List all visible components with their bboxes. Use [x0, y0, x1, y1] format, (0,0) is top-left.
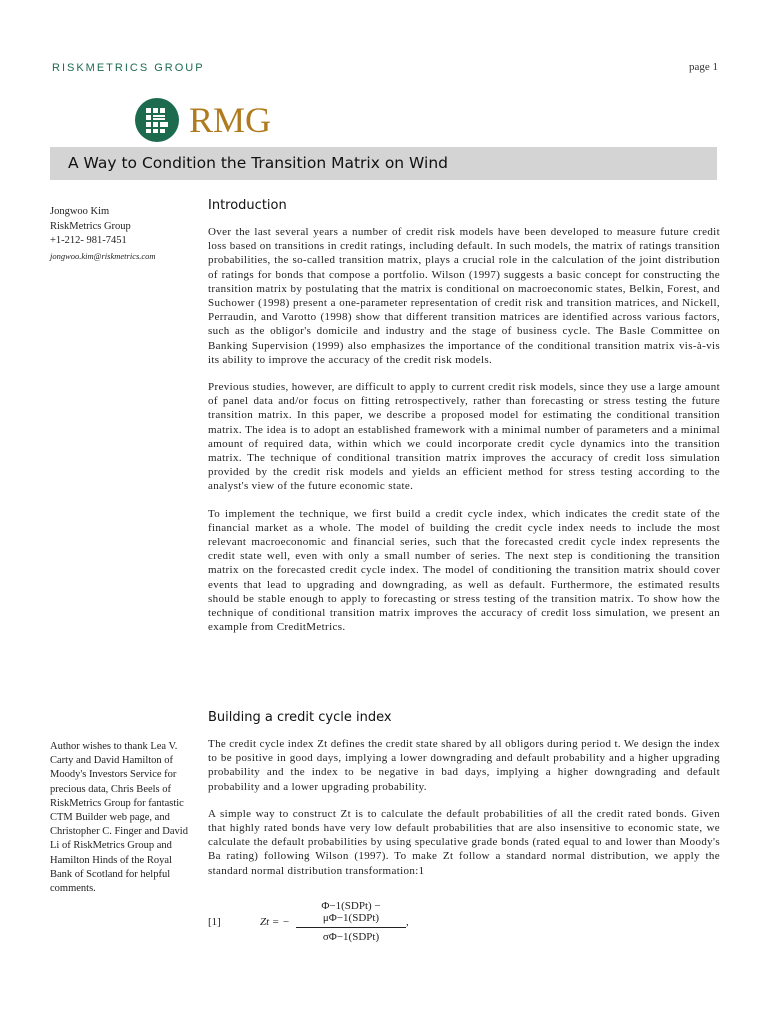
author-org: RiskMetrics Group [50, 220, 131, 232]
title-bar [50, 147, 717, 180]
author-phone: +1-212- 981-7451 [50, 235, 127, 246]
paragraph: A simple way to construct Zt is to calculate the default probabilities of all the credit rated bonds. Given that highly rated bonds have very low default probabilities that are also insensitive to economic state, we calculate the default probabilities by using speculative grade bonds (rated equal to and lower than Moody's Ba rating) following Wilson (1997). To make Zt follow a standard normal distribution, we apply the standard normal distribution transformation:1 [208, 807, 720, 877]
paper-title: A Way to Condition the Transition Matrix on Wind [68, 154, 449, 172]
section-heading: Building a credit cycle index [208, 710, 392, 725]
rmg-logo [135, 98, 271, 142]
author-email[interactable]: jongwoo.kim@riskmetrics.com [50, 250, 156, 261]
section-heading: Introduction [208, 198, 287, 213]
equation-number: [1] [208, 916, 221, 928]
page-number: page 1 [688, 61, 718, 73]
logo-wordmark: RMG [189, 100, 272, 140]
equation-comma: , [406, 916, 409, 928]
acknowledgement: Author wishes to thank Lea V. Carty and David Hamilton of Moody's Investors Service for precious data, Chris Beels of RiskMetrics Group for fantastic CTM Builder web page, and Christopher C. Finger and David Li of RiskMetrics Group and Hamilton Hinds of the Royal Bank of Scotland for helpful comments. [50, 741, 188, 895]
equation-fraction [296, 900, 406, 943]
section-introduction [208, 198, 720, 634]
author-block [50, 205, 190, 263]
header-brand: RISKMETRICS GROUP [52, 62, 205, 74]
paragraph: The credit cycle index Zt defines the credit state shared by all obligors during period t. We design the index to be positive in good days, implying a lower downgrading and default probability and a higher upgrading probability and the index to be negative in bad days, implying a higher downgrading and default probability and a lower upgrading probability. [208, 738, 720, 793]
paragraph: To implement the technique, we first build a credit cycle index, which indicates the credit state of the financial market as a whole. The model of building the credit cycle index needs to include the most relevant macroeconomic and financial series, such that the forecasted credit cycle index represents the credit state well, even with only a small number of series. The next step is conditioning the transition matrix on the forecasted credit cycle index. The model of conditioning the transition matrix should cover events that lead to upgrading and downgrading, as well as default. Furthermore, the estimated results should be stable enough to apply to forecasting or stress testing of the transition matrix. To show how the technique of conditional transition matrix improves the accuracy of credit loss simulation, we present an example from CreditMetrics. [208, 507, 720, 634]
paragraph: Previous studies, however, are difficult to apply to current credit risk models, since they use a large amount of panel data and/or focus on fitting retrospectively, rather than forecasting or stress testing the future transition matrix. In this paper, we describe a proposed model for estimating the conditional transition matrix. The idea is to adopt an established framework with a minimal number of parameters and a minimal amount of required data, within which we could incorporate credit cycle dynamics into the transition matrix. The technique of conditional transition matrix improves the accuracy of credit loss simulation provided by the credit risk models and yields an efficient method for stress testing according to the analyst's view of the future economic state. [208, 381, 720, 493]
equation-denominator: σΦ−1(SDPt) [322, 931, 380, 943]
author-name: Jongwoo Kim [50, 206, 110, 217]
fraction-bar [296, 927, 406, 928]
rmg-logo-mark-icon [135, 98, 179, 142]
paragraph: Over the last several years a number of credit risk models have been developed to measure future credit loss based on transitions in credit ratings, including default. In such models, the matrix of ratings transition probabilities, the so-called transition matrix, plays a crucial role in the calculation of the joint distribution of ratings for bonds that compose a portfolio. Wilson (1997) suggests a basic concept for constructing the transition matrix by postulating that the matrix is conditional on macroeconomic states, Belkin, Forest, and Suchower (1998) present a one-parameter representation of credit risk and transition matrices, and Nickell, Perraudin, and Varotto (1998) show that different transition matrices are identified across various factors, such as the obligor's domicile and industry and the stage of business cycle. The Basle Committee on Banking Supervision (1999) also emphasizes the importance of the conditional transition matrix vis-à-vis its ability to improve the accuracy of the credit risk models. [208, 226, 720, 366]
equation-lhs: Zt = − [260, 916, 290, 928]
equation-1 [208, 900, 720, 953]
equation-numerator: Φ−1(SDPt) − μΦ−1(SDPt) [321, 900, 381, 924]
section-credit-cycle-index [208, 710, 720, 878]
